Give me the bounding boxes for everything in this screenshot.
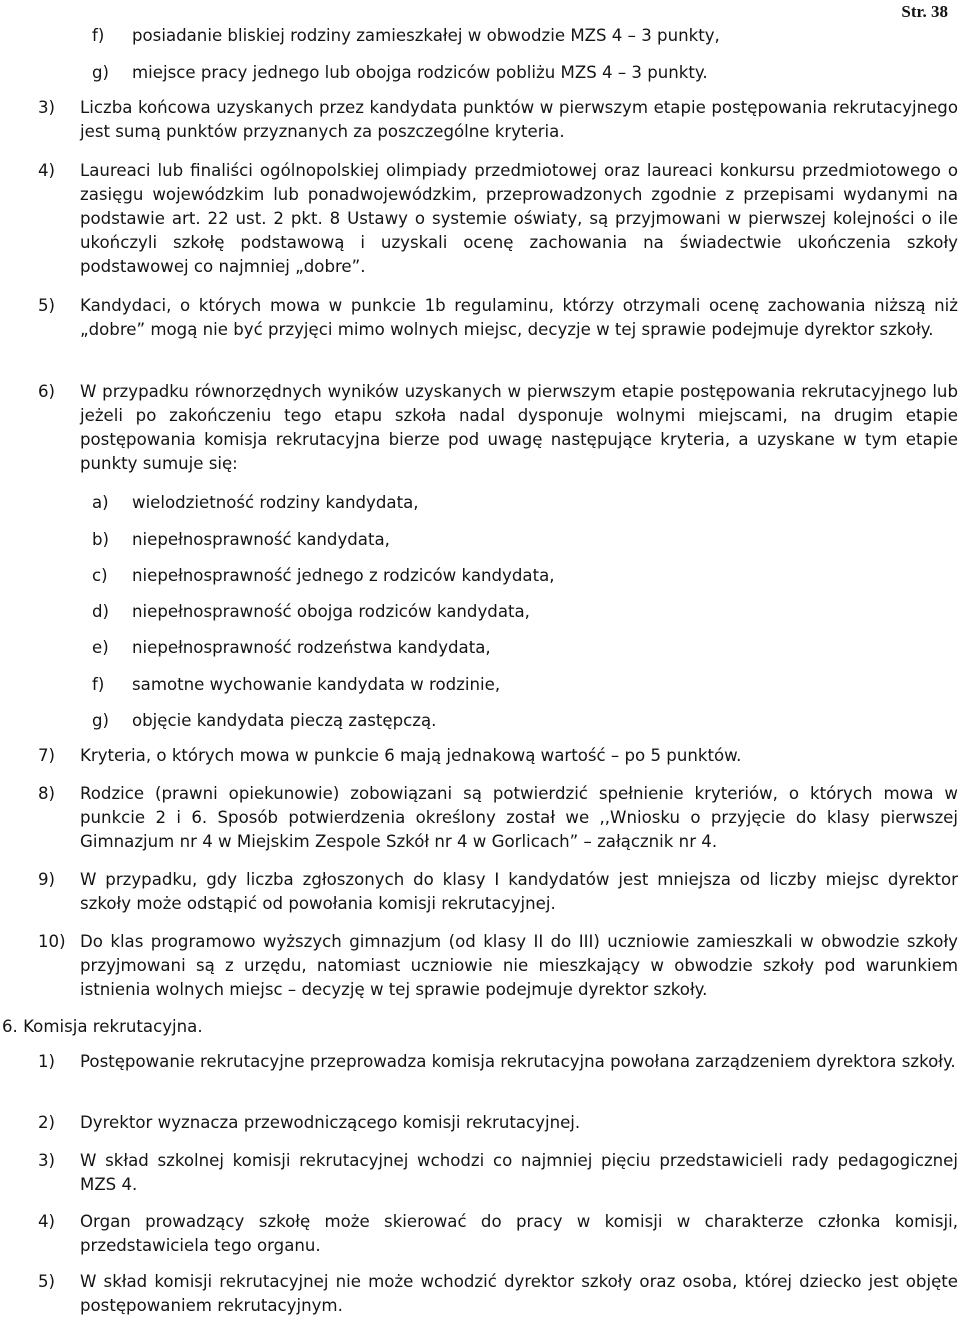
committee-marker: 5) <box>38 1272 56 1291</box>
page-number: Str. 38 <box>901 2 948 21</box>
rule-marker: 10) <box>38 932 66 951</box>
committee-text: W skład szkolnej komisji rekrutacyjnej wchodzi co najmniej pięciu przedstawicieli rady pedagogicznej MZS 4. <box>80 1151 958 1194</box>
rule-text: Do klas programowo wyższych gimnazjum (od klasy II do III) uczniowie zamieszkali w obwodzie szkoły przyjmowani są z urzędu, natomiast uczniowie nie mieszkający w obwodzie szkoły pod warunkiem istnienia wolnych miejsc – decyzję w tej sprawie podejmuje dyrektor szkoły. <box>80 932 958 999</box>
criterion-text: objęcie kandydata pieczą zastępczą. <box>132 711 437 730</box>
criterion-marker: e) <box>92 638 109 657</box>
rule-text: Kandydaci, o których mowa w punkcie 1b regulaminu, którzy otrzymali ocenę zachowania niższą niż „dobre” mogą nie być przyjęci mimo wolnych miejsc, decyzje w tej sprawie podejmuje dyrektor szkoły. <box>80 296 958 339</box>
section-heading: 6. Komisja rekrutacyjna. <box>2 1017 203 1036</box>
committee-text: Dyrektor wyznacza przewodniczącego komisji rekrutacyjnej. <box>80 1113 581 1132</box>
rule-text: Kryteria, o których mowa w punkcie 6 mają jednakową wartość – po 5 punktów. <box>80 746 742 765</box>
rule-marker: 6) <box>38 382 56 401</box>
rule-marker: 4) <box>38 161 56 180</box>
rule-marker: 9) <box>38 870 56 889</box>
committee-text: Organ prowadzący szkołę może skierować do pracy w komisji w charakterze członka komisji, przedstawiciela tego organu. <box>80 1212 958 1255</box>
rule-text: Liczba końcowa uzyskanych przez kandydata punktów w pierwszym etapie postępowania rekrutacyjnego jest sumą punktów przyznanych za poszczególne kryteria. <box>80 98 958 141</box>
rule-text: W przypadku, gdy liczba zgłoszonych do klasy I kandydatów jest mniejsza od liczby miejsc dyrektor szkoły może odstąpić od powołania komisji rekrutacyjnej. <box>80 870 958 913</box>
criterion-marker: a) <box>92 493 109 512</box>
item-text: miejsce pracy jednego lub obojga rodziców pobliżu MZS 4 – 3 punkty. <box>132 63 708 82</box>
item-marker: g) <box>92 63 110 82</box>
criterion-text: wielodzietność rodziny kandydata, <box>132 493 419 512</box>
criterion-text: niepełnosprawność jednego z rodziców kandydata, <box>132 566 555 585</box>
rule-marker: 5) <box>38 296 56 315</box>
criterion-marker: f) <box>92 675 105 694</box>
rule-text: W przypadku równorzędnych wyników uzyskanych w pierwszym etapie postępowania rekrutacyjnego lub jeżeli po zakończeniu tego etapu szkoła nadal dysponuje wolnymi miejscami, na drugim etapie postępowania komisja rekrutacyjna bierze pod uwagę następujące kryteria, a uzyskane w tym etapie punkty sumuje się: <box>80 382 958 473</box>
rule-marker: 3) <box>38 98 56 117</box>
committee-marker: 1) <box>38 1052 56 1071</box>
committee-marker: 3) <box>38 1151 56 1170</box>
criterion-text: samotne wychowanie kandydata w rodzinie, <box>132 675 501 694</box>
rule-marker: 8) <box>38 784 56 803</box>
committee-marker: 4) <box>38 1212 56 1231</box>
item-marker: f) <box>92 26 105 45</box>
item-text: posiadanie bliskiej rodziny zamieszkałej w obwodzie MZS 4 – 3 punkty, <box>132 26 720 45</box>
criterion-marker: b) <box>92 530 110 549</box>
rule-text: Rodzice (prawni opiekunowie) zobowiązani są potwierdzić spełnienie kryteriów, o których mowa w punkcie 2 i 6. Sposób potwierdzenia określony został we ,,Wniosku o przyjęcie do klasy pierwszej Gimnazjum nr 4 w Miejskim Zespole Szkół nr 4 w Gorlicach” – załącznik nr 4. <box>80 784 958 851</box>
rule-marker: 7) <box>38 746 56 765</box>
criterion-marker: c) <box>92 566 108 585</box>
committee-text: W skład komisji rekrutacyjnej nie może wchodzić dyrektor szkoły oraz osoba, której dziecko jest objęte postępowaniem rekrutacyjnym. <box>80 1272 958 1315</box>
criterion-marker: g) <box>92 711 110 730</box>
criterion-text: niepełnosprawność obojga rodziców kandydata, <box>132 602 530 621</box>
rule-text: Laureaci lub finaliści ogólnopolskiej olimpiady przedmiotowej oraz laureaci konkursu przedmiotowego o zasięgu wojewódzkim lub ponadwojewódzkim, przeprowadzonych zgodnie z przepisami wydanymi na podstawie art. 22 ust. 2 pkt. 8 Ustawy o systemie oświaty, są przyjmowani w pierwszej kolejności o ile ukończyli szkołę podstawową i uzyskali ocenę zachowania na świadectwie ukończenia szkoły podstawowej co najmniej „dobre”. <box>80 161 958 276</box>
criterion-text: niepełnosprawność kandydata, <box>132 530 390 549</box>
criterion-text: niepełnosprawność rodzeństwa kandydata, <box>132 638 491 657</box>
criterion-marker: d) <box>92 602 110 621</box>
committee-text: Postępowanie rekrutacyjne przeprowadza komisja rekrutacyjna powołana zarządzeniem dyrektora szkoły. <box>80 1052 956 1071</box>
committee-marker: 2) <box>38 1113 56 1132</box>
